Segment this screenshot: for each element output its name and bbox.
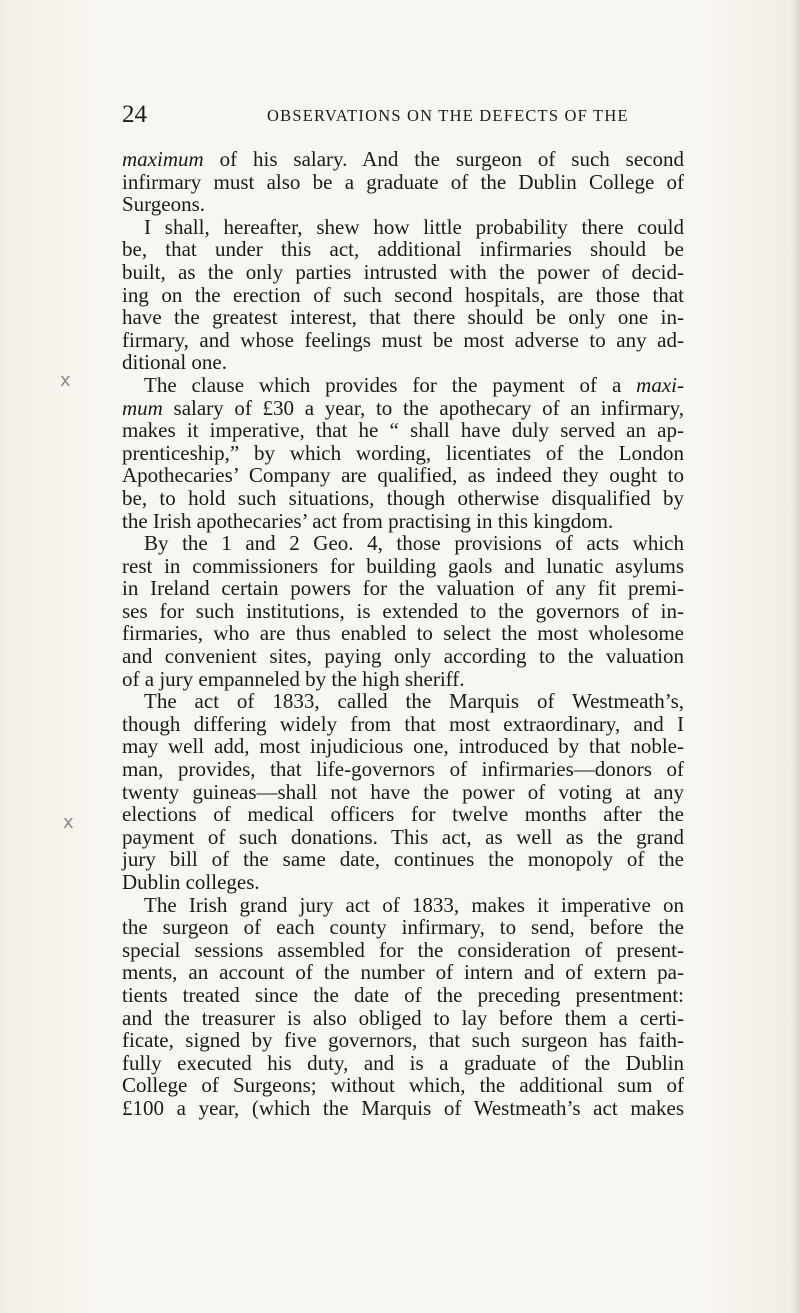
text-line bbox=[122, 487, 684, 510]
running-head-title: OBSERVATIONS ON THE DEFECTS OF THE bbox=[267, 106, 629, 125]
line-text: The Irish grand jury act of 1833, makes it imperative on bbox=[144, 892, 684, 917]
text-line bbox=[122, 555, 684, 578]
italic-text: maximum bbox=[122, 147, 204, 171]
line-text: and convenient sites, paying only according to the valuation bbox=[122, 644, 684, 669]
line-text: may well add, most injudicious one, introduced by that noble- bbox=[122, 734, 684, 759]
body-text bbox=[122, 148, 684, 1120]
text-line bbox=[122, 351, 684, 374]
text-line bbox=[122, 848, 684, 871]
line-text: The act of 1833, called the Marquis of Westmeath’s, bbox=[144, 689, 684, 714]
text-line bbox=[122, 668, 684, 691]
line-text: infirmary must also be a graduate of the Dublin College of bbox=[122, 169, 684, 194]
line-text: be, to hold such situations, though otherwise disqualified by bbox=[122, 485, 684, 510]
line-text: The clause which provides for the payment of a bbox=[144, 372, 637, 397]
line-text: By the 1 and 2 Geo. 4, those provisions of acts which bbox=[144, 531, 684, 556]
running-head bbox=[122, 100, 682, 130]
line-text: prenticeship,” by which wording, licentiates of the London bbox=[122, 440, 684, 465]
text-line bbox=[122, 1007, 684, 1030]
text-line bbox=[122, 329, 684, 352]
line-text: special sessions assembled for the consideration of present- bbox=[122, 937, 684, 962]
line-text: Apothecaries’ Company are qualified, as indeed they ought to bbox=[122, 463, 684, 488]
line-text: ficate, signed by five governors, that such surgeon has faith- bbox=[122, 1028, 684, 1053]
line-text: have the greatest interest, that there should be only one in- bbox=[122, 305, 684, 330]
line-text: ses for such institutions, is extended to the governors of in- bbox=[122, 598, 684, 623]
page-edge-shadow bbox=[790, 0, 800, 1313]
text-line bbox=[122, 464, 684, 487]
text-line bbox=[122, 577, 684, 600]
text-line bbox=[122, 419, 684, 442]
line-text: of a jury empanneled by the high sheriff. bbox=[122, 666, 465, 691]
line-text: makes it imperative, that he “ shall have duly served an ap- bbox=[122, 418, 684, 443]
line-text: Surgeons. bbox=[122, 192, 206, 217]
text-line bbox=[122, 284, 684, 307]
page-number: 24 bbox=[122, 101, 147, 128]
line-text: of his salary. And the surgeon of such second bbox=[203, 147, 684, 171]
italic-text: maxi- bbox=[636, 372, 684, 397]
line-text: man, provides, that life-governors of infirmaries—donors of bbox=[122, 757, 684, 782]
line-text: elections of medical officers for twelve months after the bbox=[122, 802, 684, 827]
text-line bbox=[122, 735, 684, 758]
line-text: and the treasurer is also obliged to lay before them a certi- bbox=[122, 1005, 684, 1030]
text-line bbox=[122, 1029, 684, 1052]
line-text: tients treated since the date of the preceding presentment: bbox=[122, 982, 684, 1007]
line-text: ments, an account of the number of intern and of extern pa- bbox=[122, 960, 684, 985]
italic-text: mum bbox=[122, 395, 163, 420]
text-line bbox=[122, 1074, 684, 1097]
line-text: the surgeon of each county infirmary, to send, before the bbox=[122, 915, 684, 940]
text-line bbox=[122, 939, 684, 962]
text-line bbox=[122, 442, 684, 465]
line-text: though differing widely from that most extraordinary, and I bbox=[122, 711, 684, 736]
text-line bbox=[122, 645, 684, 668]
line-text: Dublin colleges. bbox=[122, 870, 260, 894]
line-text: built, as the only parties intrusted with the power of decid- bbox=[122, 259, 684, 284]
margin-mark: x bbox=[63, 812, 74, 833]
text-line bbox=[122, 1097, 684, 1120]
text-line bbox=[122, 803, 684, 826]
text-line bbox=[122, 1052, 684, 1075]
line-text: £100 a year, (which the Marquis of Westmeath’s act makes bbox=[122, 1095, 684, 1120]
text-line bbox=[122, 961, 684, 984]
text-line bbox=[122, 510, 684, 533]
text-line bbox=[122, 397, 684, 420]
text-line bbox=[122, 984, 684, 1007]
line-text: in Ireland certain powers for the valuation of any fit premi- bbox=[122, 576, 684, 601]
line-text: I shall, hereafter, shew how little probability there could bbox=[144, 214, 684, 239]
line-text: jury bill of the same date, continues the monopoly of the bbox=[122, 847, 684, 872]
text-line bbox=[122, 193, 684, 216]
line-text: the Irish apothecaries’ act from practising in this kingdom. bbox=[122, 508, 614, 533]
text-line bbox=[122, 532, 684, 555]
text-line bbox=[122, 306, 684, 329]
text-line bbox=[122, 374, 684, 397]
line-text: ditional one. bbox=[122, 350, 227, 375]
line-text: ing on the erection of such second hospitals, are those that bbox=[122, 282, 684, 307]
text-line bbox=[122, 622, 684, 645]
line-text: twenty guineas—shall not have the power of voting at any bbox=[122, 779, 684, 804]
text-line bbox=[122, 171, 684, 194]
line-text: be, that under this act, additional infirmaries should be bbox=[122, 237, 684, 262]
line-text: rest in commissioners for building gaols and lunatic asylums bbox=[122, 553, 684, 578]
text-line bbox=[122, 216, 684, 239]
text-line bbox=[122, 600, 684, 623]
margin-mark: x bbox=[60, 370, 71, 391]
text-line bbox=[122, 148, 684, 171]
text-line bbox=[122, 916, 684, 939]
text-line bbox=[122, 261, 684, 284]
line-text: firmaries, who are thus enabled to select the most wholesome bbox=[122, 621, 684, 646]
line-text: fully executed his duty, and is a graduate of the Dublin bbox=[122, 1050, 684, 1075]
line-text: College of Surgeons; without which, the additional sum of bbox=[122, 1073, 684, 1098]
text-line bbox=[122, 871, 684, 894]
text-line bbox=[122, 826, 684, 849]
line-text: firmary, and whose feelings must be most adverse to any ad- bbox=[122, 327, 684, 352]
text-line bbox=[122, 238, 684, 261]
text-line bbox=[122, 690, 684, 713]
text-line bbox=[122, 758, 684, 781]
line-text: salary of £30 a year, to the apothecary of an infirmary, bbox=[162, 395, 684, 420]
text-line bbox=[122, 713, 684, 736]
line-text: payment of such donations. This act, as well as the grand bbox=[122, 824, 684, 849]
text-line bbox=[122, 781, 684, 804]
text-line bbox=[122, 894, 684, 917]
